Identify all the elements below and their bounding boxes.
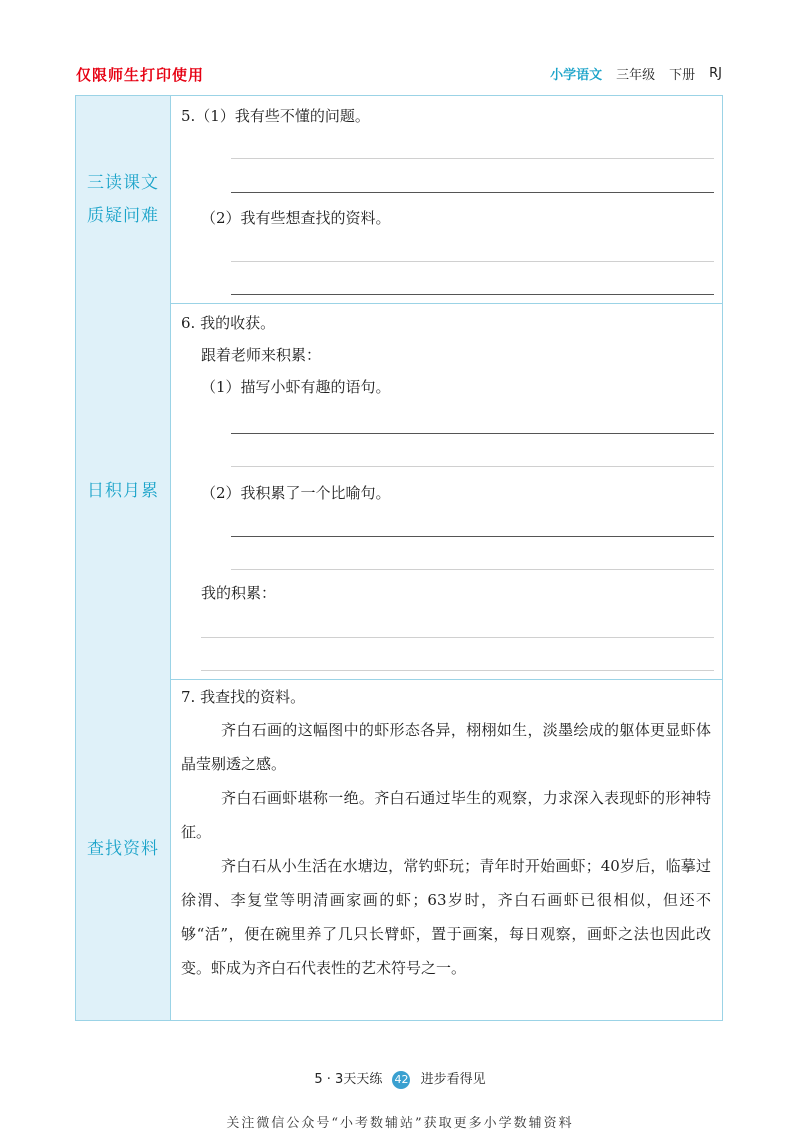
- section-label-line: 日积月累: [87, 480, 159, 501]
- slogan: 进步看得见: [420, 1072, 486, 1087]
- section-label-line: 查找资料: [87, 839, 159, 859]
- answer-line[interactable]: [231, 569, 714, 570]
- section-content: [171, 303, 722, 679]
- page-footer: [0, 1068, 800, 1089]
- instruction-text: 跟着老师来积累：: [201, 346, 322, 364]
- research-paragraph: 齐白石画虾堪称一绝。齐白石通过毕生的观察，力求深入表现虾的形神特征。: [181, 789, 711, 841]
- research-text: [181, 713, 711, 985]
- sub-question: （1）描写小虾有趣的语句。: [201, 378, 391, 396]
- sub-question: （2）我有些想查找的资料。: [201, 209, 391, 227]
- question-title: 5.（1）我有些不懂的问题。: [181, 107, 370, 125]
- section-label: [76, 96, 171, 303]
- research-paragraph: 齐白石从小生活在水塘边，常钓虾玩；青年时开始画虾；40岁后，临摹过徐渭、李复堂等明清画家画的虾；63岁时，齐白石画虾已很相似，但还不够“活”，便在碗里养了几只长臂虾，置于画案，每日观察，画虾之法也因此改变。虾成为齐白石代表性的艺术符号之一。: [181, 857, 711, 977]
- my-accumulation-label: 我的积累：: [201, 584, 277, 602]
- section-row-questions: [76, 96, 722, 304]
- answer-line[interactable]: [201, 670, 714, 671]
- answer-line[interactable]: [231, 466, 714, 467]
- section-label: [76, 679, 171, 1020]
- book-info: [550, 64, 722, 83]
- answer-line[interactable]: [231, 433, 714, 434]
- research-paragraph: 齐白石画的这幅图中的虾形态各异，栩栩如生，淡墨绘成的躯体更显虾体晶莹剔透之感。: [181, 721, 711, 773]
- section-row-accumulation: [76, 303, 722, 680]
- question-title: 7. 我查找的资料。: [181, 688, 306, 706]
- answer-line[interactable]: [231, 294, 714, 295]
- section-content: [171, 96, 722, 303]
- bottom-note: 关注微信公众号“小考数辅站”获取更多小学数辅资料: [226, 1116, 574, 1131]
- section-label-line: 三读课文: [87, 172, 159, 193]
- subject-label: 小学语文: [550, 68, 603, 83]
- answer-line[interactable]: [201, 637, 714, 638]
- section-row-research: [76, 679, 722, 1020]
- answer-line[interactable]: [231, 261, 714, 262]
- answer-line[interactable]: [231, 192, 714, 193]
- page-header: [0, 0, 800, 96]
- worksheet-table: [75, 95, 723, 1021]
- section-label: [76, 303, 171, 679]
- sub-question: （2）我积累了一个比喻句。: [201, 484, 391, 502]
- section-label-line: 质疑问难: [87, 205, 159, 226]
- answer-line[interactable]: [231, 158, 714, 159]
- page-number: 42: [392, 1071, 410, 1089]
- question-title: 6. 我的收获。: [181, 314, 276, 332]
- volume-label: 下册: [669, 68, 696, 83]
- print-notice: 仅限师生打印使用: [76, 66, 205, 84]
- series-label: 5 · 3天天练: [314, 1072, 383, 1087]
- answer-line[interactable]: [231, 536, 714, 537]
- grade-label: 三年级: [616, 68, 656, 83]
- edition-label: RJ: [709, 66, 722, 81]
- section-content: [171, 679, 722, 1020]
